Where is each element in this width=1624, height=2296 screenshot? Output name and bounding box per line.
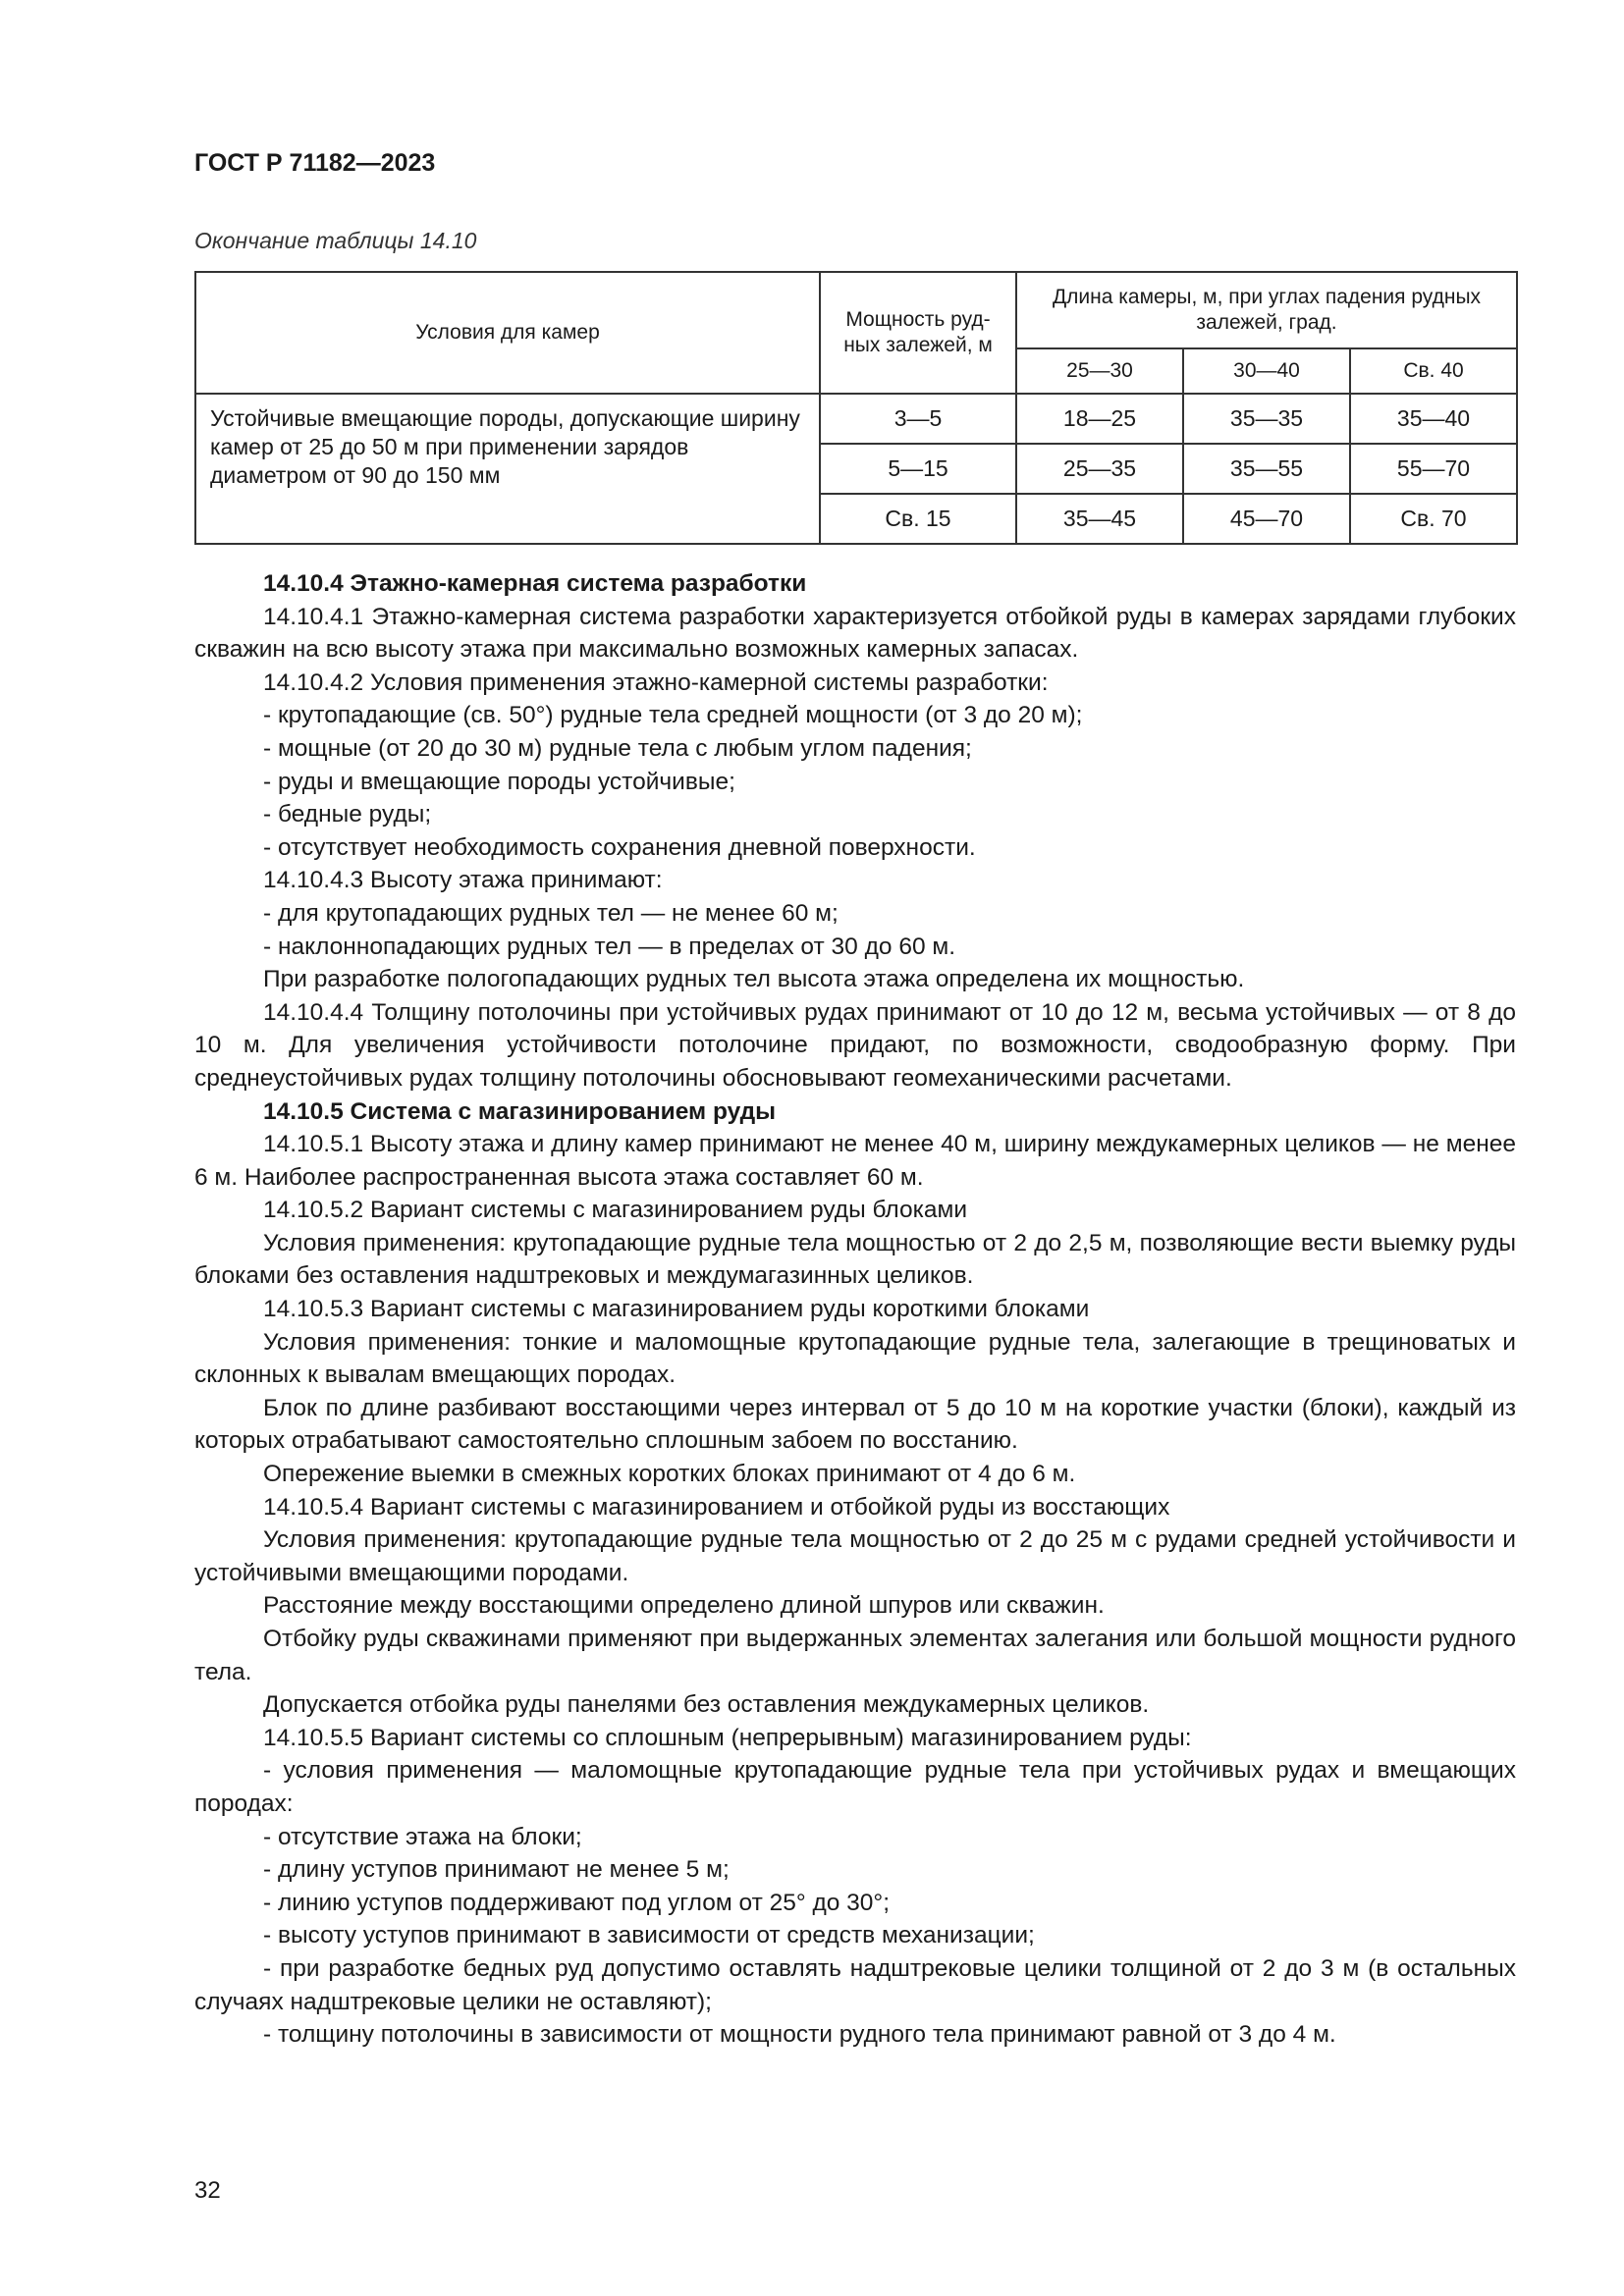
paragraph: Условия применения: тонкие и маломощные крутопадающие рудные тела, залегающие в трещиноватых и склонных к вывалам вмещающих породах. [194, 1328, 1516, 1389]
paragraph: 14.10.4.2 Условия применения этажно-камерной системы разработки: [263, 668, 1049, 696]
header-conditions: Условия для камер [195, 272, 820, 394]
table-cell: 5—15 [820, 444, 1016, 494]
body-text [194, 567, 1516, 2052]
table-cell: 55—70 [1350, 444, 1517, 494]
paragraph: 14.10.4.3 Высоту этажа принимают: [263, 867, 663, 894]
paragraph: Блок по длине разбивают восстающими через интервал от 5 до 10 м на короткие участки (блоки), каждый из которых отрабатывают самостоятельно сплошным забоем по восстанию. [194, 1394, 1516, 1455]
paragraph: 14.10.5.1 Высоту этажа и длину камер принимают не менее 40 м, ширину междукамерных целиков — не менее 6 м. Наиболее распространенная высота этажа составляет 60 м. [194, 1131, 1516, 1191]
table-cell: 45—70 [1183, 494, 1350, 544]
section-heading: 14.10.5 Система с магазинированием руды [263, 1097, 777, 1125]
paragraph: - для крутопадающих рудных тел — не менее 60 м; [263, 899, 839, 927]
table-14-10 [194, 271, 1518, 545]
paragraph: - при разработке бедных руд допустимо оставлять надштрековые целики толщиной от 2 до 3 м (в остальных случаях надштрековые целики не оставляют); [194, 1954, 1516, 2015]
paragraph: 14.10.4.1 Этажно-камерная система разработки характеризуется отбойкой руды в камерах зарядами глубоких скважин на всю высоту этажа при максимально возможных камерных запасах. [194, 603, 1516, 664]
section-heading: 14.10.4 Этажно-камерная система разработки [263, 570, 807, 597]
paragraph: Условия применения: крутопадающие рудные тела мощностью от 2 до 2,5 м, позволяющие вести выемку руды блоками без оставления надштрековых и междумагазинных целиков. [194, 1229, 1516, 1290]
paragraph: 14.10.4.4 Толщину потолочины при устойчивых рудах принимают от 10 до 12 м, весьма устойчивых — от 8 до 10 м. Для увеличения устойчивости потолочине придают, по возможности, сводообразную форму. При среднеустойчивых рудах толщину потолочины обосновывают геомеханическими расчетами. [194, 998, 1516, 1092]
paragraph: - высоту уступов принимают в зависимости от средств механизации; [263, 1922, 1035, 1949]
page-number: 32 [194, 2177, 221, 2204]
paragraph: - руды и вмещающие породы устойчивые; [263, 768, 735, 795]
condition-cell: Устойчивые вмещающие породы, допускающие ширину камер от 25 до 50 м при применении зарядов диаметром от 90 до 150 мм [195, 394, 820, 544]
table-cell: 35—55 [1183, 444, 1350, 494]
paragraph: Расстояние между восстающими определено длиной шпуров или скважин. [263, 1592, 1105, 1620]
paragraph: 14.10.5.2 Вариант системы с магазинированием руды блоками [263, 1197, 968, 1224]
paragraph: Допускается отбойка руды панелями без оставления междукамерных целиков. [263, 1691, 1150, 1719]
paragraph: - длину уступов принимают не менее 5 м; [263, 1856, 730, 1884]
paragraph: Опережение выемки в смежных коротких блоках принимают от 4 до 6 м. [263, 1461, 1076, 1488]
paragraph: - наклоннопадающих рудных тел — в пределах от 30 до 60 м. [263, 933, 956, 960]
header-length: Длина камеры, м, при углах падения рудных залежей, град. [1016, 272, 1517, 348]
header-angle-3: Св. 40 [1350, 348, 1517, 394]
paragraph: Условия применения: крутопадающие рудные тела мощностью от 2 до 25 м с рудами средней устойчивости и устойчивыми вмещающими породами. [194, 1526, 1516, 1586]
paragraph: - линию уступов поддерживают под углом от 25° до 30°; [263, 1889, 891, 1916]
paragraph: - отсутствует необходимость сохранения дневной поверхности. [263, 833, 976, 861]
table-cell: 35—35 [1183, 394, 1350, 444]
table-cell: 3—5 [820, 394, 1016, 444]
paragraph: - условия применения — маломощные крутопадающие рудные тела при устойчивых рудах и вмещающих породах: [194, 1757, 1516, 1817]
table-cell: 25—35 [1016, 444, 1183, 494]
table-caption: Окончание таблицы 14.10 [194, 228, 477, 253]
paragraph: - крутопадающие (св. 50°) рудные тела средней мощности (от 3 до 20 м); [263, 702, 1083, 729]
paragraph: - отсутствие этажа на блоки; [263, 1823, 582, 1850]
paragraph: Отбойку руды скважинами применяют при выдержанных элементах залегания или большой мощности рудного тела. [194, 1626, 1516, 1685]
table-cell: Св. 15 [820, 494, 1016, 544]
header-angle-1: 25—30 [1016, 348, 1183, 394]
table-cell: 35—40 [1350, 394, 1517, 444]
paragraph: При разработке пологопадающих рудных тел высота этажа определена их мощностью. [263, 966, 1245, 993]
header-thickness: Мощность руд-ных залежей, м [820, 272, 1016, 394]
paragraph: 14.10.5.4 Вариант системы с магазинированием и отбойкой руды из восстающих [263, 1493, 1170, 1521]
paragraph: 14.10.5.5 Вариант системы со сплошным (непрерывным) магазинированием руды: [263, 1724, 1192, 1751]
table-cell: 18—25 [1016, 394, 1183, 444]
paragraph: - мощные (от 20 до 30 м) рудные тела с любым углом падения; [263, 734, 972, 762]
table-cell: 35—45 [1016, 494, 1183, 544]
paragraph: - бедные руды; [263, 801, 432, 828]
header-angle-2: 30—40 [1183, 348, 1350, 394]
paragraph: 14.10.5.3 Вариант системы с магазинированием руды короткими блоками [263, 1296, 1090, 1323]
document-header: ГОСТ Р 71182—2023 [194, 149, 436, 177]
table-cell: Св. 70 [1350, 494, 1517, 544]
paragraph: - толщину потолочины в зависимости от мощности рудного тела принимают равной от 3 до 4 м. [263, 2021, 1336, 2049]
